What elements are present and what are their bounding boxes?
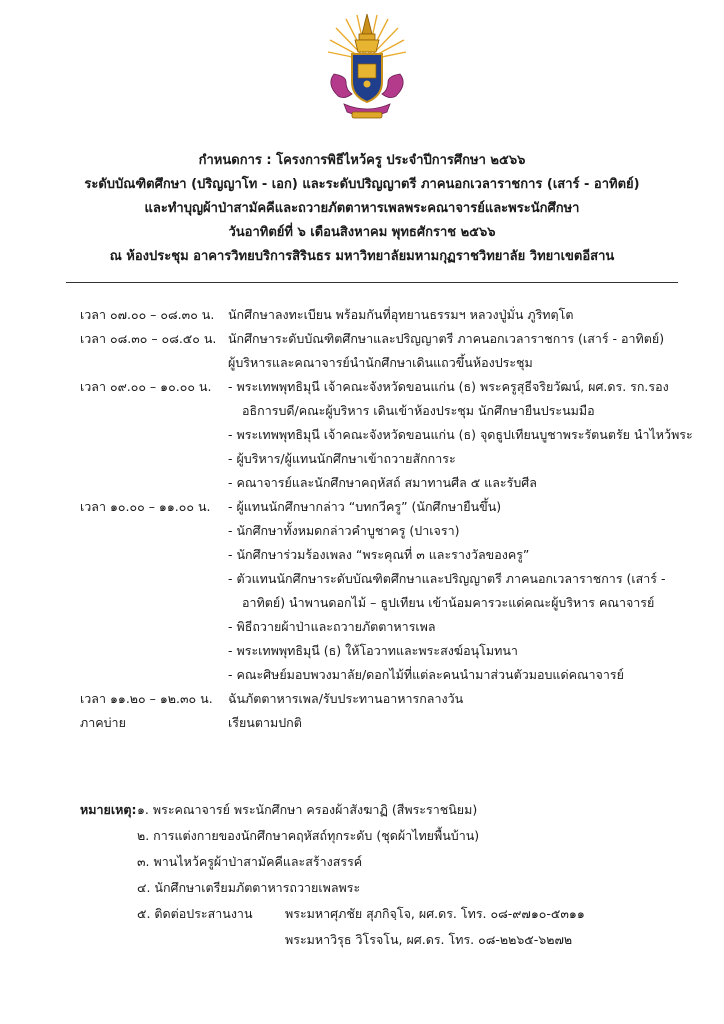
header-title: กำหนดการ : โครงการพิธีไหว้ครู ประจำปีการศึกษา ๒๕๖๖ <box>198 153 526 168</box>
schedule-row <box>0 567 724 591</box>
schedule-row <box>0 375 724 399</box>
schedule-row <box>0 471 724 495</box>
header-date: วันอาทิตย์ที่ ๖ เดือนสิงหาคม พุทธศักราช ๒๕๖๖ <box>228 225 496 240</box>
schedule-activity: - คณะศิษย์มอบพวงมาลัย/ดอกไม้ที่แต่ละคนนำมาส่วนตัวมอบแด่คณาจารย์ <box>228 667 624 682</box>
schedule-row <box>0 543 724 567</box>
contact-person: พระมหาศุภชัย สุภกิจฺโจ, ผศ.ดร. โทร. ๐๘-๙๗๑๐-๕๓๑๑ <box>285 906 585 921</box>
schedule-time: เวลา ๐๘.๓๐ – ๐๘.๕๐ น. <box>80 331 217 346</box>
schedule-row <box>0 711 724 735</box>
schedule-activity: - พระเทพพุทธิมุนี เจ้าคณะจังหวัดขอนแก่น (ธ) พระครูสุธีจริยวัฒน์, ผศ.ดร. รก.รอง <box>228 379 669 394</box>
schedule-activity: - พระเทพพุทธิมุนี (ธ) ให้โอวาทและพระสงฆ์อนุโมทนา <box>228 643 518 658</box>
note-item: ๓. พานไหว้ครูผ้าป่าสามัคคีและสร้างสรรค์ <box>137 854 363 869</box>
note-row <box>0 875 724 901</box>
schedule-row <box>0 591 724 615</box>
schedule-activity: อาทิตย์) นำพานดอกไม้ – ธูปเทียน เข้าน้อมคารวะแด่คณะผู้บริหาร คณาจารย์ <box>242 595 655 610</box>
schedule-activity: อธิการบดี/คณะผู้บริหาร เดินเข้าห้องประชุม นักศึกษายืนประนมมือ <box>242 403 595 418</box>
note-item: ๔. นักศึกษาเตรียมภัตตาหารถวายเพลพระ <box>137 880 361 895</box>
document-header <box>0 149 724 269</box>
schedule-row <box>0 327 724 351</box>
note-row <box>0 797 724 823</box>
header-divider <box>66 282 678 283</box>
schedule-row <box>0 615 724 639</box>
schedule-activity: - นักศึกษาทั้งหมดกล่าวคำบูชาครู (ปาเจรา) <box>228 523 460 538</box>
schedule-activity: ฉันภัตตาหารเพล/รับประทานอาหารกลางวัน <box>228 691 464 706</box>
schedule-activity: - พระเทพพุทธิมุนี เจ้าคณะจังหวัดขอนแก่น (ธ) จุดธูปเทียนบูชาพระรัตนตรัย นำไหว้พระ <box>228 427 693 442</box>
note-row <box>0 823 724 849</box>
notes-section <box>0 797 724 953</box>
schedule-activity: - ตัวแทนนักศึกษาระดับบัณฑิตศึกษาและปริญญาตรี ภาคนอกเวลาราชการ (เสาร์ - <box>228 571 666 586</box>
schedule-row <box>0 399 724 423</box>
schedule-list <box>0 303 724 735</box>
schedule-activity: เรียนตามปกติ <box>228 715 302 730</box>
schedule-time: เวลา ๐๗.๐๐ – ๐๘.๓๐ น. <box>80 307 215 322</box>
note-row <box>0 901 724 927</box>
schedule-activity: - ผู้บริหาร/ผู้แทนนักศึกษาเข้าถวายสักการะ <box>228 451 456 466</box>
schedule-row <box>0 495 724 519</box>
contact-person: พระมหาวิรุธ วิโรจโน, ผศ.ดร. โทร. ๐๘-๒๒๖๕-๖๒๗๒ <box>285 932 573 947</box>
schedule-activity: นักศึกษาลงทะเบียน พร้อมกันที่อุทยานธรรมฯ หลวงปู่มั่น ภูริทตฺโต <box>228 307 574 322</box>
schedule-activity: นักศึกษาระดับบัณฑิตศึกษาและปริญญาตรี ภาคนอกเวลาราชการ (เสาร์ - อาทิตย์) <box>228 331 665 346</box>
schedule-row <box>0 663 724 687</box>
schedule-row <box>0 447 724 471</box>
schedule-activity: - พิธีถวายผ้าป่าและถวายภัตตาหารเพล <box>228 619 436 634</box>
note-item: ๕. ติดต่อประสานงาน <box>137 906 253 921</box>
schedule-activity: ผู้บริหารและคณาจารย์นำนักศึกษาเดินแถวขึ้นห้องประชุม <box>228 355 533 370</box>
schedule-activity: - นักศึกษาร่วมร้องเพลง “พระคุณที่ ๓ และรางวัลของครู” <box>228 547 530 562</box>
schedule-row <box>0 303 724 327</box>
schedule-time: เวลา ๑๑.๒๐ – ๑๒.๓๐ น. <box>80 691 213 706</box>
schedule-time: ภาคบ่าย <box>80 715 126 730</box>
schedule-row <box>0 351 724 375</box>
header-levels: ระดับบัณฑิตศึกษา (ปริญญาโท - เอก) และระดับปริญญาตรี ภาคนอกเวลาราชการ (เสาร์ - อาทิตย์) <box>84 177 640 192</box>
schedule-activity: - ผู้แทนนักศึกษากล่าว “บทกวีครู” (นักศึกษายืนขึ้น) <box>228 499 502 514</box>
schedule-row <box>0 423 724 447</box>
schedule-time: เวลา ๐๙.๐๐ – ๑๐.๐๐ น. <box>80 379 212 394</box>
header-ceremony: และทำบุญผ้าป่าสามัคคีและถวายภัตตาหารเพลพระคณาจารย์และพระนักศึกษา <box>144 201 580 216</box>
schedule-time: เวลา ๑๐.๐๐ – ๑๑.๐๐ น. <box>80 499 211 514</box>
schedule-row <box>0 687 724 711</box>
schedule-activity: - คณาจารย์และนักศึกษาคฤหัสถ์ สมาทานศีล ๕ และรับศีล <box>228 475 537 490</box>
notes-label: หมายเหตุ: <box>80 802 137 817</box>
university-emblem-icon <box>322 12 412 124</box>
note-item: ๒. การแต่งกายของนักศึกษาคฤหัสถ์ทุกระดับ (ชุดผ้าไทยพื้นบ้าน) <box>137 828 480 843</box>
header-venue: ณ ห้องประชุม อาคารวิทยบริการสิรินธร มหาวิทยาลัยมหามกุฏราชวิทยาลัย วิทยาเขตอีสาน <box>109 249 615 264</box>
note-item: ๑. พระคณาจารย์ พระนักศึกษา ครองผ้าสังฆาฏิ (สีพระราชนิยม) <box>137 802 478 817</box>
note-row <box>0 849 724 875</box>
note-row <box>0 927 724 953</box>
schedule-row <box>0 639 724 663</box>
schedule-row <box>0 519 724 543</box>
